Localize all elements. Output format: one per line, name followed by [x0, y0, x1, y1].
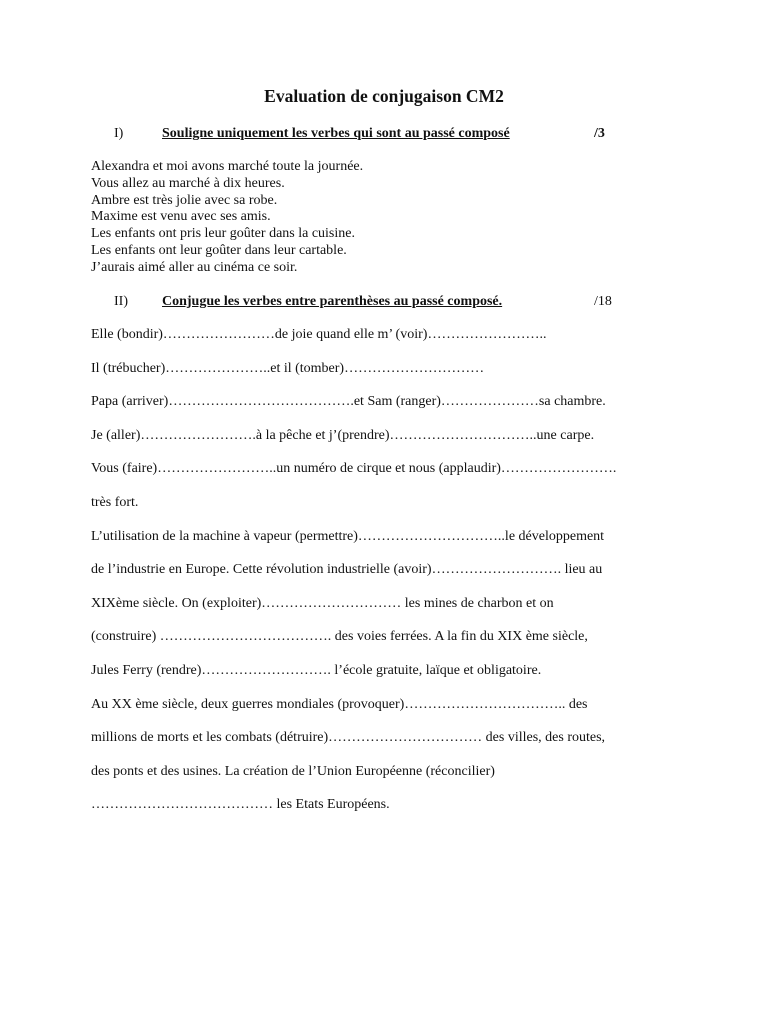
- exercise-line: Il (trébucher)…………………..et il (tomber)…………………………: [91, 360, 485, 376]
- section-2-exercise: [91, 323, 691, 827]
- exercise-line: Papa (arriver)………………………………….et Sam (ranger)…………………sa chambre.: [91, 394, 606, 410]
- sentence-line: Les enfants ont leur goûter dans leur cartable.: [91, 242, 347, 258]
- section-2-score: /18: [594, 294, 612, 309]
- exercise-line: Elle (bondir)……………………de joie quand elle m’ (voir)……………………..: [91, 327, 547, 342]
- section-1-sentences: [91, 159, 711, 277]
- exercise-line: de l’industrie en Europe. Cette révolution industrielle (avoir)………………………. lieu au: [91, 562, 603, 578]
- sentence-line: J’aurais aimé aller au cinéma ce soir.: [91, 259, 298, 275]
- document-title: Evaluation de conjugaison CM2: [264, 86, 504, 106]
- exercise-line: des ponts et des usines. La création de l’Union Européenne (réconcilier): [91, 763, 495, 779]
- exercise-line: Au XX ème siècle, deux guerres mondiales (provoquer)…………………………….. des: [91, 696, 588, 712]
- exercise-line: Jules Ferry (rendre)………………………. l’école gratuite, laïque et obligatoire.: [91, 662, 542, 678]
- exercise-line: ………………………………… les Etats Européens.: [91, 797, 390, 813]
- section-2-instruction: Conjugue les verbes entre parenthèses au passé composé.: [162, 294, 503, 309]
- exercise-line: Je (aller)…………………….à la pêche et j’(prendre)…………………………..une carpe.: [91, 427, 595, 443]
- exercise-line: millions de morts et les combats (détruire)…………………………… des villes, des routes,: [91, 730, 606, 746]
- sentence-line: Vous allez au marché à dix heures.: [91, 175, 285, 191]
- exercise-line: L’utilisation de la machine à vapeur (permettre)…………………………..le développement: [91, 528, 605, 544]
- sentence-line: Les enfants ont pris leur goûter dans la cuisine.: [91, 226, 355, 242]
- section-1-header: [0, 126, 768, 146]
- sentence-line: Maxime est venu avec ses amis.: [91, 209, 271, 225]
- sentence-line: Ambre est très jolie avec sa robe.: [91, 192, 278, 208]
- section-2-header: [0, 294, 768, 314]
- section-1-number: I): [114, 126, 124, 141]
- section-1-instruction: Souligne uniquement les verbes qui sont au passé composé: [162, 126, 510, 141]
- exercise-line: très fort.: [91, 494, 139, 510]
- section-1-score: /3: [594, 126, 605, 141]
- exercise-line: XIXème siècle. On (exploiter)………………………… les mines de charbon et on: [91, 595, 554, 611]
- exercise-line: Vous (faire)……………………..un numéro de cirque et nous (applaudir)…………………….: [91, 461, 617, 477]
- sentence-line: Alexandra et moi avons marché toute la journée.: [91, 159, 364, 174]
- exercise-line: (construire) ………………………………. des voies ferrées. A la fin du XIX ème siècle,: [91, 629, 588, 645]
- section-2-number: II): [114, 294, 128, 309]
